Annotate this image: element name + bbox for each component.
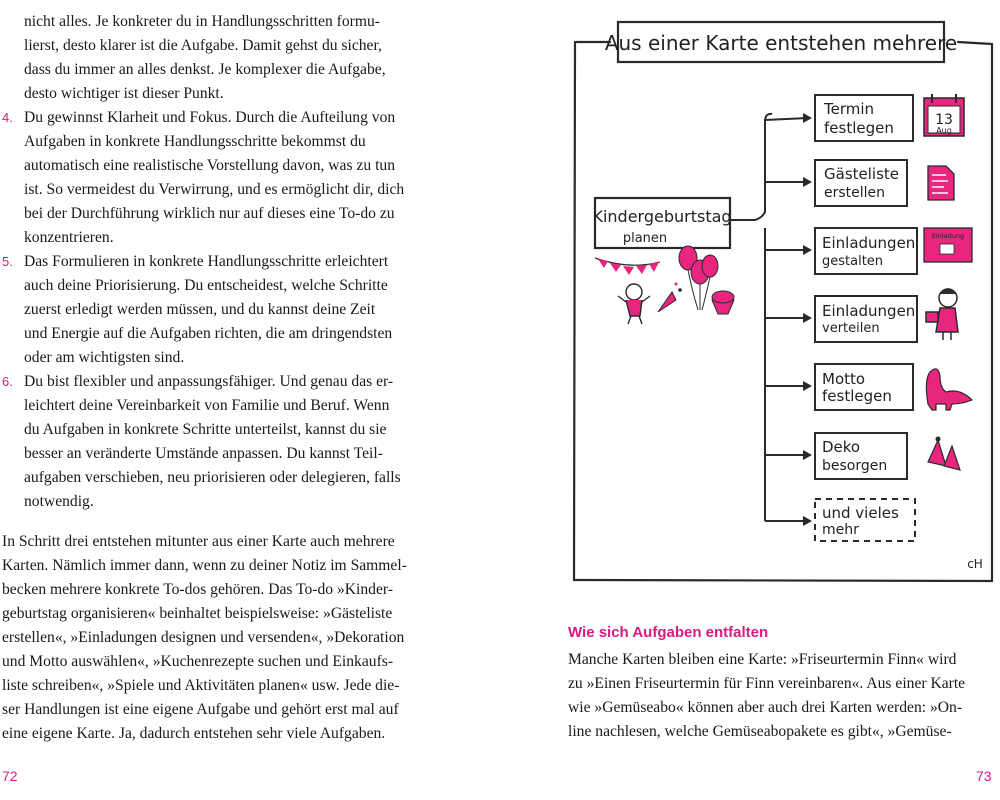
text-line: dass du immer an alles denkst. Je komplexer die Aufgabe, [24, 61, 386, 78]
svg-text:verteilen: verteilen [822, 321, 880, 336]
text-line: Du gewinnst Klarheit und Fokus. Durch die Aufteilung von [24, 109, 396, 126]
bunting-icon [595, 258, 660, 275]
svg-text:Einladung: Einladung [931, 232, 965, 240]
svg-text:Einladungen: Einladungen [822, 302, 916, 320]
text-line: Du bist flexibler und anpassungsfähiger. Und genau das er- [24, 373, 394, 390]
child-card-gaesteliste [815, 160, 907, 206]
text-line: desto wichtiger ist dieser Punkt. [24, 85, 224, 102]
text-line: auch deine Priorisierung. Du entscheidest, welche Schritte [24, 277, 388, 294]
child-card-einladungen-gestalten [815, 228, 917, 274]
root-card [592, 198, 731, 248]
text-line: wie »Gemüseabo« können aber auch drei Karten werden: »On- [568, 699, 963, 716]
svg-text:Einladungen: Einladungen [822, 234, 916, 252]
arrow-heads [803, 113, 812, 526]
svg-text:Motto: Motto [822, 370, 866, 388]
text-line: und Motto auswählen«, »Kuchenrezepte suchen und Einkaufs- [2, 653, 394, 670]
text-line: liste schreiben«, »Spiele und Aktivitäten planen« usw. Jede die- [2, 677, 400, 694]
svg-text:Aug: Aug [936, 126, 952, 135]
svg-text:Aus einer Karte entstehen mehr: Aus einer Karte entstehen mehrere [604, 31, 958, 55]
child-card-motto [815, 364, 913, 410]
svg-text:mehr: mehr [822, 522, 859, 538]
text-line: und Energie auf die Aufgaben richten, die am dringendsten [24, 325, 393, 342]
text-line: line nachlesen, welche Gemüseabopakete es gibt«, »Gemüse- [568, 723, 952, 740]
text-line: ser Handlungen ist eine eigene Aufgabe und gehört erst mal auf [2, 701, 399, 718]
text-line: besser an veränderte Umstände anpassen. Du kannst Teil- [24, 445, 383, 462]
text-line: bei der Durchführung wirklich nur auf dieses eine To-do zu [24, 205, 395, 222]
text-line: Karten. Nämlich immer dann, wenn zu deiner Notiz im Sammel- [2, 557, 407, 574]
guest-list-icon [928, 166, 954, 200]
text-line: oder am wichtigsten sind. [24, 349, 185, 366]
svg-text:festlegen: festlegen [822, 387, 892, 405]
party-popper-icon [658, 283, 682, 313]
text-line: notwendig. [24, 493, 94, 510]
page-number: 73 [976, 768, 992, 784]
section-heading: Wie sich Aufgaben entfalten [568, 624, 769, 641]
text-line: lierst, desto klarer ist die Aufgabe. Damit gehst du sicher, [24, 37, 382, 54]
svg-text:Termin: Termin [824, 100, 875, 118]
child-card-termin [815, 95, 913, 141]
text-line: aufgaben verschieben, neu priorisieren oder delegieren, falls [24, 469, 401, 486]
list-number: 6. [2, 374, 13, 389]
child-card-deko [815, 433, 907, 479]
svg-text:gestalten: gestalten [822, 254, 884, 269]
text-line: konzentrieren. [24, 229, 114, 246]
text-line: zuerst erledigt werden müssen, und du kannst deine Zeit [24, 301, 376, 318]
svg-text:13: 13 [935, 112, 953, 128]
signature: cH [967, 557, 983, 571]
list-number: 4. [2, 110, 13, 125]
text-line: zu »Einen Friseurtermin für Finn vereinbaren«. Aus einer Karte [568, 675, 966, 692]
text-line: leichtert deine Vereinbarkeit von Familie und Beruf. Wenn [24, 397, 390, 414]
text-line: geburtstag organisieren« beinhaltet beispielsweise: »Gästeliste [2, 605, 393, 622]
svg-text:Gästeliste: Gästeliste [824, 165, 899, 183]
text-line: automatisch eine realistische Vorstellung davon, was zu tun [24, 157, 395, 174]
text-line: eine eigene Karte. Ja, dadurch entstehen sehr viele Aufgaben. [2, 725, 386, 742]
text-line: ist. So vermeidest du Verwirrung, und es ermöglicht dir, dich [24, 181, 405, 198]
task-breakdown-illustration [500, 0, 1000, 600]
svg-text:besorgen: besorgen [822, 458, 888, 474]
tree-connectors [730, 114, 808, 521]
text-line: nicht alles. Je konkreter du in Handlungsschritten formu- [24, 13, 380, 30]
text-line: becken mehrere konkrete To-dos gehören. Das To-do »Kinder- [2, 581, 393, 598]
svg-text:Deko: Deko [822, 438, 861, 456]
girl-with-invitation-icon [926, 289, 958, 340]
dinosaur-icon [926, 369, 972, 410]
child-card-und-vieles-mehr [815, 499, 915, 541]
text-line: Manche Karten bleiben eine Karte: »Friseurtermin Finn« wird [568, 651, 957, 668]
svg-text:erstellen: erstellen [824, 185, 886, 201]
child-card-einladungen-verteilen [815, 296, 917, 342]
party-hats-icon [928, 437, 960, 471]
cupcake-icon [712, 291, 734, 314]
right-page [500, 0, 1000, 800]
text-line: du Aufgaben in konkrete Schritte unterteilst, kannst du sie [24, 421, 387, 438]
invitation-card-icon [924, 228, 972, 262]
svg-text:festlegen: festlegen [824, 119, 894, 137]
illustration-title [605, 22, 957, 62]
list-number: 5. [2, 254, 13, 269]
page-number: 72 [2, 768, 18, 784]
text-line: Aufgaben in konkrete Handlungsschritte bekommst du [24, 133, 366, 150]
text-line: In Schritt drei entstehen mitunter aus einer Karte auch mehrere [2, 533, 395, 550]
text-line: erstellen«, »Einladungen designen und versenden«, »Dekoration [2, 629, 405, 646]
svg-text:und vieles: und vieles [822, 504, 899, 522]
text-line: Das Formulieren in konkrete Handlungsschritte erleichtert [24, 253, 389, 270]
svg-text:Kindergeburtstag: Kindergeburtstag [592, 207, 732, 226]
child-figure-icon [618, 284, 650, 324]
svg-text:planen: planen [622, 231, 668, 246]
calendar-icon [924, 94, 964, 136]
